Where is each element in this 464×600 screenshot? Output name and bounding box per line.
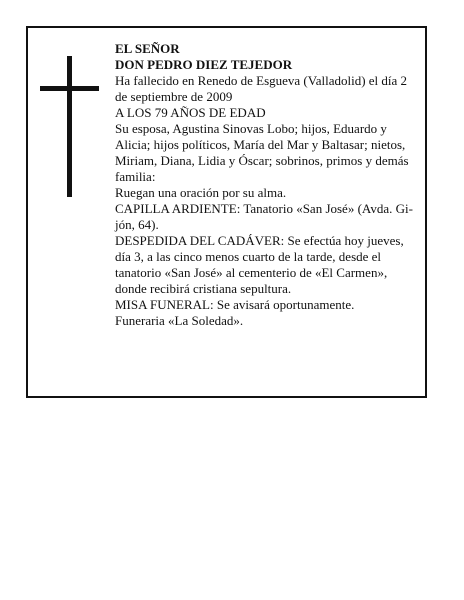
obituary-notice [26, 26, 427, 398]
prayer-request: Ruegan una oración por su alma. [115, 185, 287, 200]
farewell-info: DESPEDIDA DEL CADÁVER: Se efectúa hoy jueves, día 3, a las cinco menos cuarto de la tarde, desde el tanatorio «San José» al cementerio de «El Carmen», donde recibirá cristiana sepultura. [115, 233, 404, 296]
cross-vertical-bar [67, 56, 72, 197]
notice-text [115, 41, 421, 329]
notice-title: EL SEÑOR [115, 41, 180, 56]
funeral-mass-info: MISA FUNERAL: Se avisará oportunamente. [115, 297, 355, 312]
death-statement: Ha fallecido en Renedo de Esgueva (Valladolid) el día 2 de septiembre de 2009 [115, 73, 408, 104]
deceased-name: DON PEDRO DIEZ TEJEDOR [115, 57, 293, 72]
family-list: Su esposa, Agustina Sinovas Lobo; hijos, Eduardo y Alicia; hijos políticos, María del Mar y Baltasar; nietos, Miriam, Diana, Lidia y Óscar; sobrinos, primos y demás familia: [115, 121, 409, 184]
funeral-home: Funeraria «La Soledad». [115, 313, 244, 328]
chapel-info: CAPILLA ARDIENTE: Tanatorio «San José» (Avda. Gi- jón, 64). [115, 201, 413, 232]
cross-horizontal-bar [40, 86, 99, 91]
age-statement: A LOS 79 AÑOS DE EDAD [115, 105, 266, 120]
